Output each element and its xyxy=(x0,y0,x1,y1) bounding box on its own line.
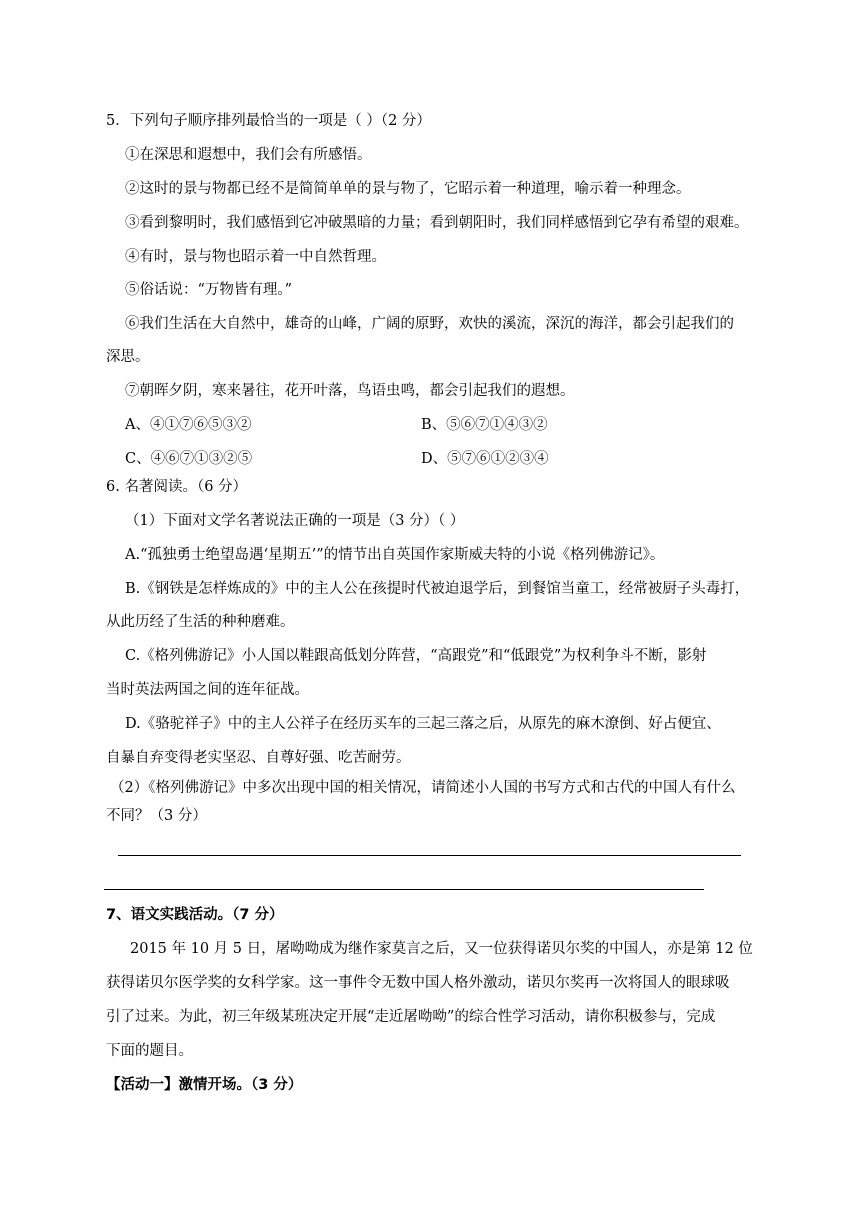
q6-option-c-line1: C.《格列佛游记》小人国以鞋跟高低划分阵营，“高跟党”和“低跟党”为权利争斗不断，影射 xyxy=(125,648,707,664)
q6-option-d-line2: 自暴自弃变得老实坚忍、自尊好强、吃苦耐劳。 xyxy=(106,750,411,766)
q6-option-c-line2: 当时英法两国之间的连年征战。 xyxy=(106,682,309,698)
q5-option-c: C、④⑥⑦①③②⑤ xyxy=(125,451,253,467)
q5-sentence-2: ②这时的景与物都已经不是简简单单的景与物了，它昭示着一种道理，喻示着一种理念。 xyxy=(125,181,691,197)
q7-paragraph-line2: 获得诺贝尔医学奖的女科学家。这一事件令无数中国人格外激动，诺贝尔奖再一次将国人的眼球吸 xyxy=(106,975,730,991)
q6-part2-line2: 不同？（3 分） xyxy=(106,808,207,824)
q5-sentence-6a: ⑥我们生活在大自然中，雄奇的山峰，广阔的原野，欢快的溪流，深沉的海洋，都会引起我们的 xyxy=(125,316,734,332)
q6-option-b-line1: B.《钢铁是怎样炼成的》中的主人公在孩提时代被迫退学后，到餐馆当童工，经常被厨子头毒打， xyxy=(125,581,750,597)
q7-paragraph-line3: 引了过来。为此，初三年级某班决定开展“走近屠呦呦”的综合性学习活动，请你积极参与，完成 xyxy=(106,1009,716,1025)
q6-stem: 6. 名著阅读。（6 分） xyxy=(106,479,248,495)
q5-sentence-4: ④有时，景与物也昭示着一中自然哲理。 xyxy=(125,249,386,265)
q7-paragraph-line4: 下面的题目。 xyxy=(106,1043,193,1059)
q5-stem: 5．下列句子顺序排列最恰当的一项是（ ）（2 分） xyxy=(106,113,431,129)
q7-stem: 7、语文实践活动。（7 分） xyxy=(106,907,284,923)
q5-sentence-6b: 深思。 xyxy=(106,349,150,365)
q7-activity-1-heading: 【活动一】激情开场。（3 分） xyxy=(106,1077,303,1093)
q5-option-b: B、⑤⑥⑦①④③② xyxy=(421,417,548,433)
q5-sentence-5: ⑤俗话说：“万物皆有理。” xyxy=(125,282,293,298)
q6-part2-line1: （2）《格列佛游记》中多次出现中国的相关情况，请简述小人国的书写方式和古代的中国人有什么 xyxy=(110,780,736,796)
answer-line-2[interactable] xyxy=(104,889,704,890)
q7-paragraph-line1: 2015 年 10 月 5 日，屠呦呦成为继作家莫言之后，又一位获得诺贝尔奖的中国人，亦是第 12 位 xyxy=(130,941,753,957)
q6-option-b-line2: 从此历经了生活的种种磨难。 xyxy=(106,614,295,630)
q6-option-a: A.“孤独勇士绝望岛遇‘星期五’”的情节出自英国作家斯威夫特的小说《格列佛游记》。 xyxy=(125,547,665,563)
q5-option-d: D、⑤⑦⑥①②③④ xyxy=(421,451,549,467)
q5-sentence-3: ③看到黎明时，我们感悟到它冲破黑暗的力量；看到朝阳时，我们同样感悟到它孕有希望的艰难。 xyxy=(125,215,749,231)
q6-part1-stem: （1）下面对文学名著说法正确的一项是（3 分）（ ） xyxy=(125,513,465,529)
q5-sentence-7: ⑦朝晖夕阴，寒来暑往，花开叶落，鸟语虫鸣，都会引起我们的遐想。 xyxy=(125,383,575,399)
q6-option-d-line1: D.《骆驼祥子》中的主人公祥子在经历买车的三起三落之后，从原先的麻木潦倒、好占便宜、 xyxy=(125,716,721,732)
q5-option-a: A、④①⑦⑥⑤③② xyxy=(125,417,252,433)
answer-line-1[interactable] xyxy=(118,855,741,856)
q5-sentence-1: ①在深思和遐想中，我们会有所感悟。 xyxy=(125,147,372,163)
